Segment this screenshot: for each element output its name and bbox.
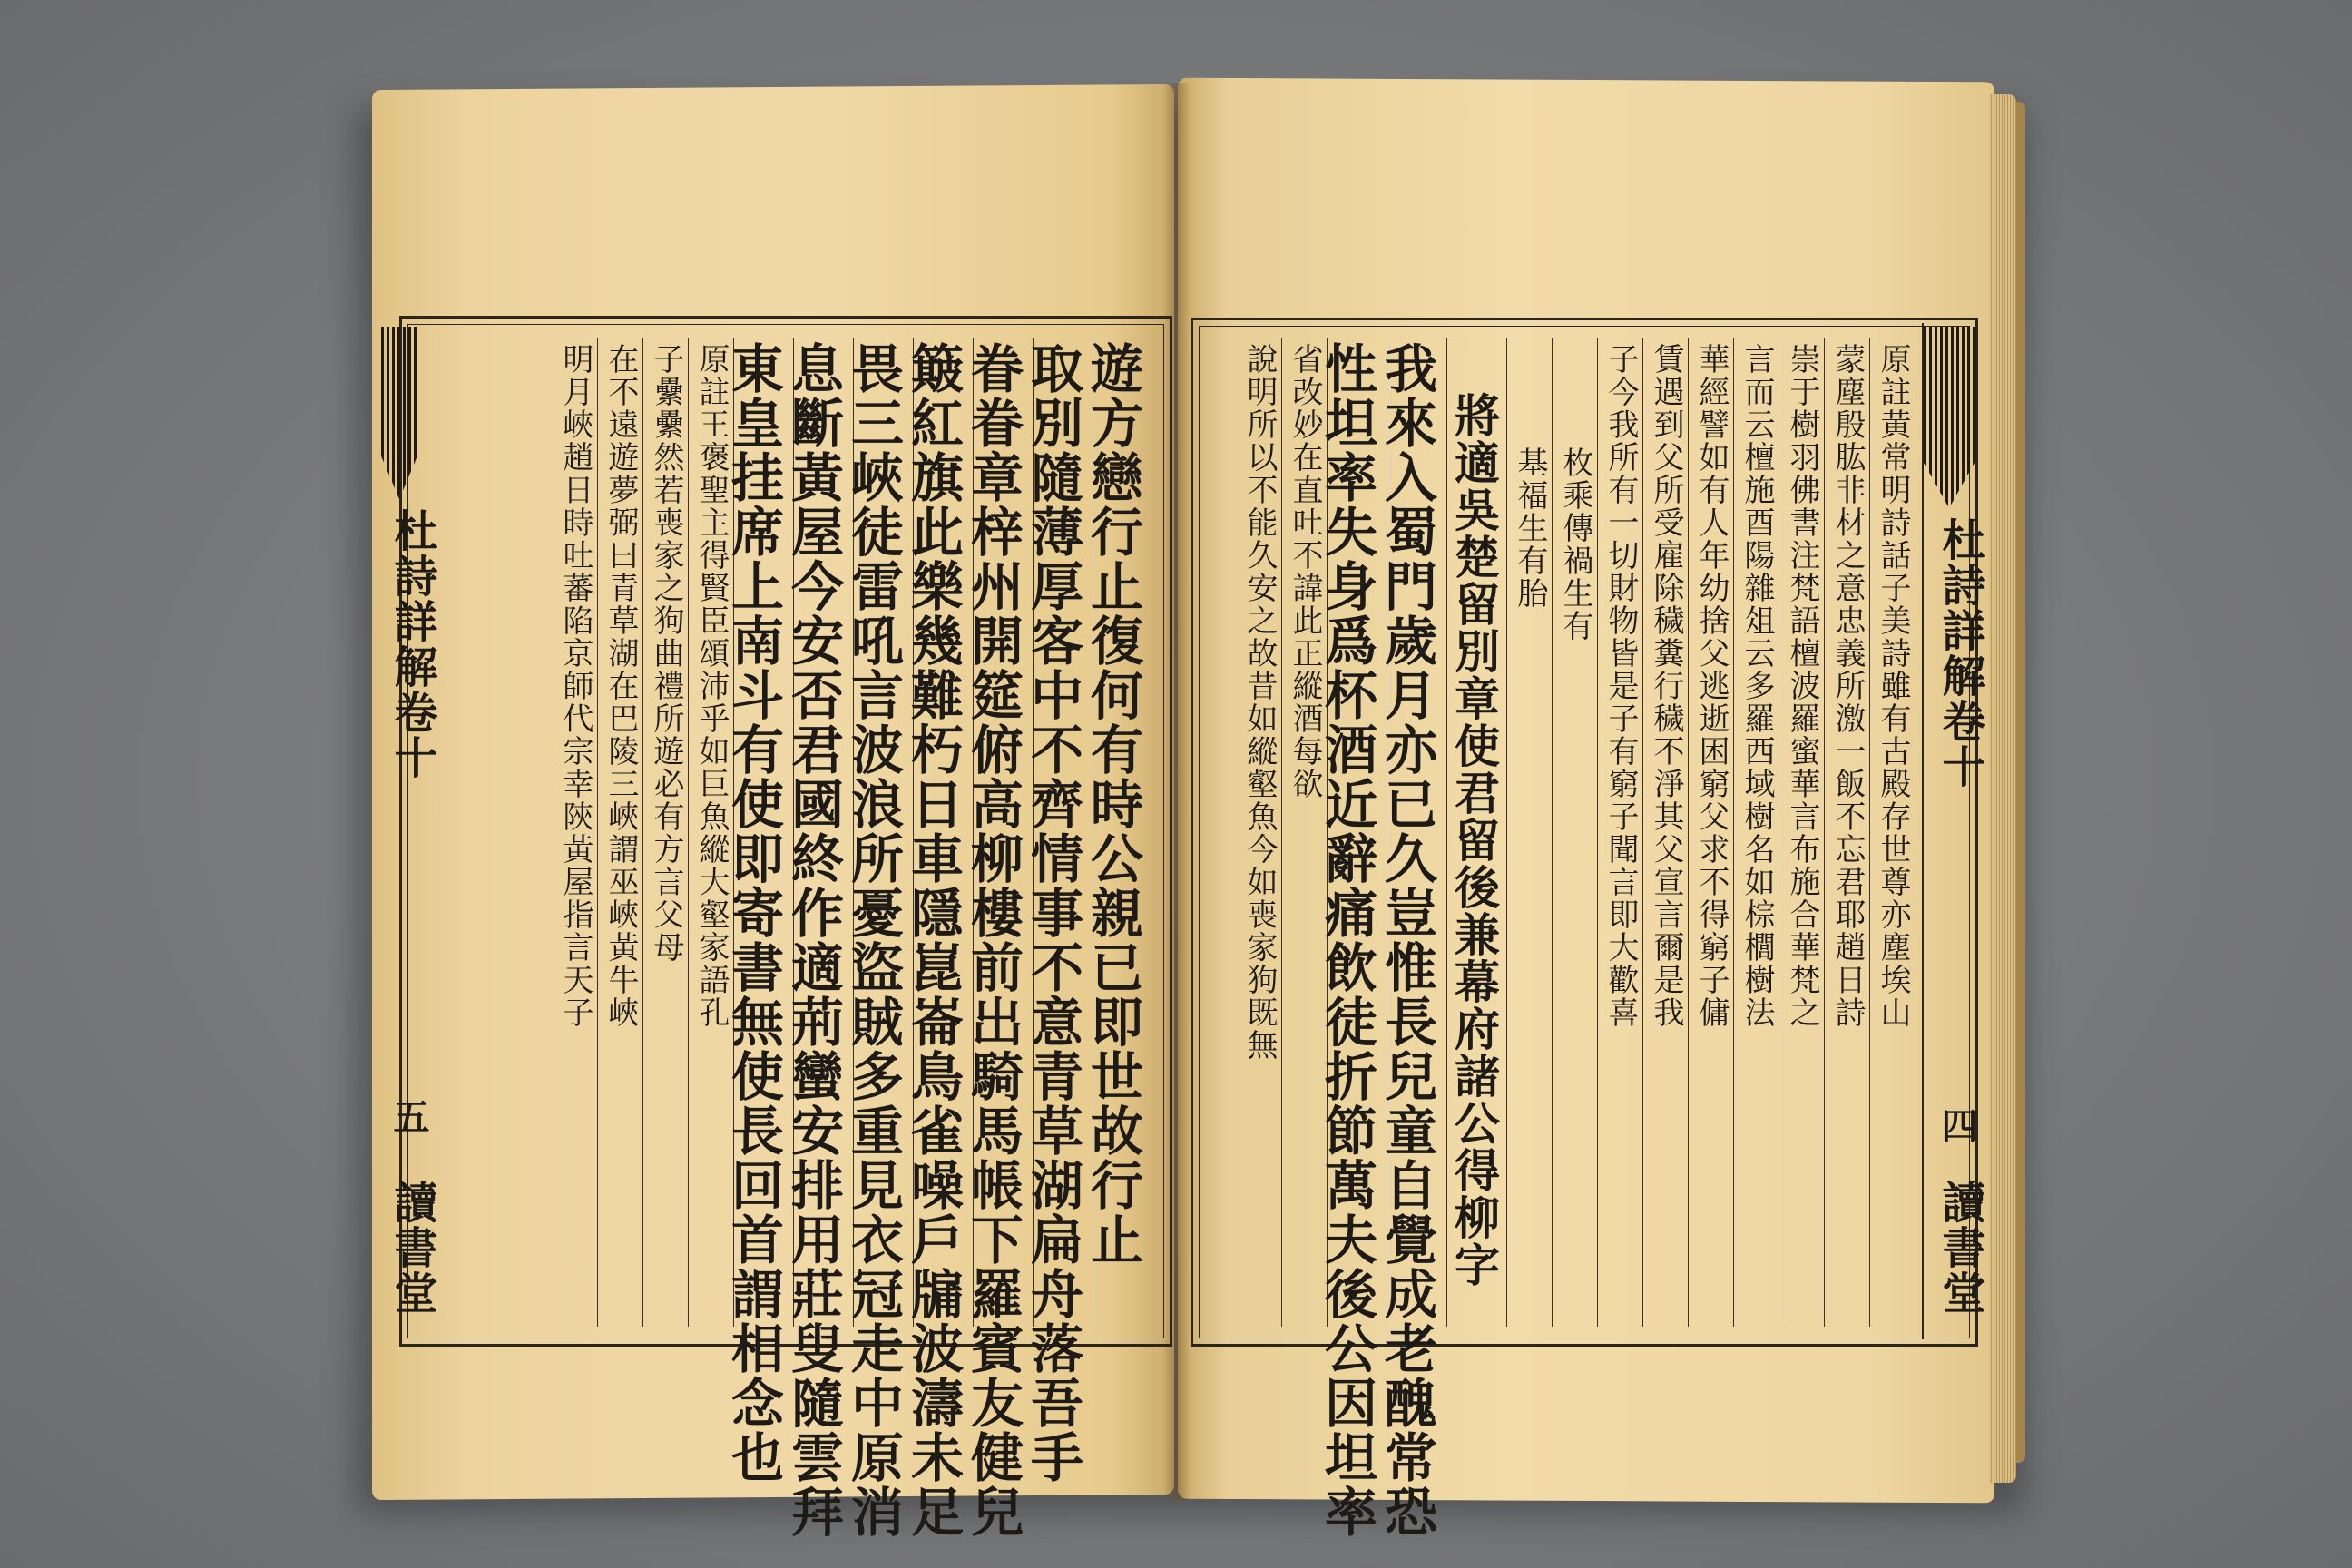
text-column: 明月峽趙日時吐蕃陷京師代宗幸陝黃屋指言天子 (557, 343, 593, 1029)
text-column: 賃遇到父所受雇除穢糞行穢不淨其父宣言爾是我 (1642, 338, 1688, 1327)
poem-column: 取別隨薄厚客中不齊情事不意青草湖扁舟落吾手 (1033, 338, 1093, 1327)
right-banxin-title: 杜詩詳解卷十 (1935, 517, 1985, 789)
right-page-text (1207, 338, 1915, 1539)
text-column: 基福生有胎 (1506, 338, 1552, 1327)
right-banxin-number: 四 (1936, 1107, 1978, 1145)
text-column: 原註黃常明詩話子美詩雖有古殿存世尊亦塵埃山 (1869, 338, 1915, 1327)
left-banxin-publisher: 讀書堂 (387, 1180, 437, 1316)
text-column: 原註王褒聖主得賢臣頌沛乎如巨魚縱大壑家語孔 (688, 338, 733, 1327)
text-column: 崇于樹羽佛書注梵語檀波羅蜜華言布施合華梵之 (1779, 338, 1824, 1327)
text-column: 在不遠遊夢弼曰青草湖在巴陵三峽謂巫峽黃牛峽 (597, 338, 642, 1327)
right-banxin-publisher: 讀書堂 (1935, 1180, 1985, 1316)
text-column: 蒙塵殷肱非材之意忠義所激一飯不忘君耶趙日詩 (1824, 338, 1869, 1327)
poem-column: 簸紅旗此樂幾難朽日車隱崑崙鳥雀噪戶牖波濤未足 (913, 338, 973, 1327)
poem-column: 畏三峽徒雷吼言波浪所憂盜賊多重見衣冠走中原消 (853, 338, 913, 1327)
text-column: 說明所以不能久安之故昔如縱壑魚今如喪家狗既無 (1241, 343, 1278, 1062)
text-column: 枚乘傳禍生有 (1552, 338, 1597, 1327)
poem-column: 眷眷章梓州開筵俯高柳樓前出騎馬帳下羅賓友健兒 (973, 338, 1033, 1327)
text-column: 華經譬如有人年幼捨父逃逝困窮父求不得窮子傭 (1688, 338, 1733, 1327)
left-banxin-number: 五 (387, 1098, 430, 1136)
page-edges-shadow (2016, 102, 2025, 1463)
text-column: 省改妙在直吐不諱此正縱酒每欲 (1281, 338, 1327, 1327)
poem-column: 遊方戀行止復何有時公親已即世故行止 (1093, 338, 1152, 1327)
poem-title: 將適吳楚留別章使君留後兼幕府諸公得柳字 (1446, 338, 1506, 1327)
text-column: 子纍纍然若喪家之狗曲禮所遊必有方言父母 (642, 338, 688, 1327)
text-column: 子今我所有一切財物皆是子有窮子聞言即大歡喜 (1597, 338, 1642, 1327)
poem-column: 東皇挂席上南斗有使即寄書無使長回首謂相念也 (733, 338, 793, 1327)
page-edges (1989, 94, 2016, 1483)
poem-column: 性坦率失身爲杯酒近辭痛飲徒折節萬夫後公因坦率 (1327, 338, 1387, 1327)
poem-column: 息斷黃屋今安否君國終作適荊蠻安排用莊叟隨雲拜 (793, 338, 853, 1327)
left-banxin-title: 杜詩詳解卷十 (387, 508, 437, 780)
text-column: 言而云檀施酉陽雜俎云多羅西域樹名如棕櫚樹法 (1733, 338, 1779, 1327)
left-page-text (419, 338, 1152, 1539)
poem-column: 我來入蜀門歲月亦已久豈惟長兒童自覺成老醜常恐 (1387, 338, 1446, 1327)
